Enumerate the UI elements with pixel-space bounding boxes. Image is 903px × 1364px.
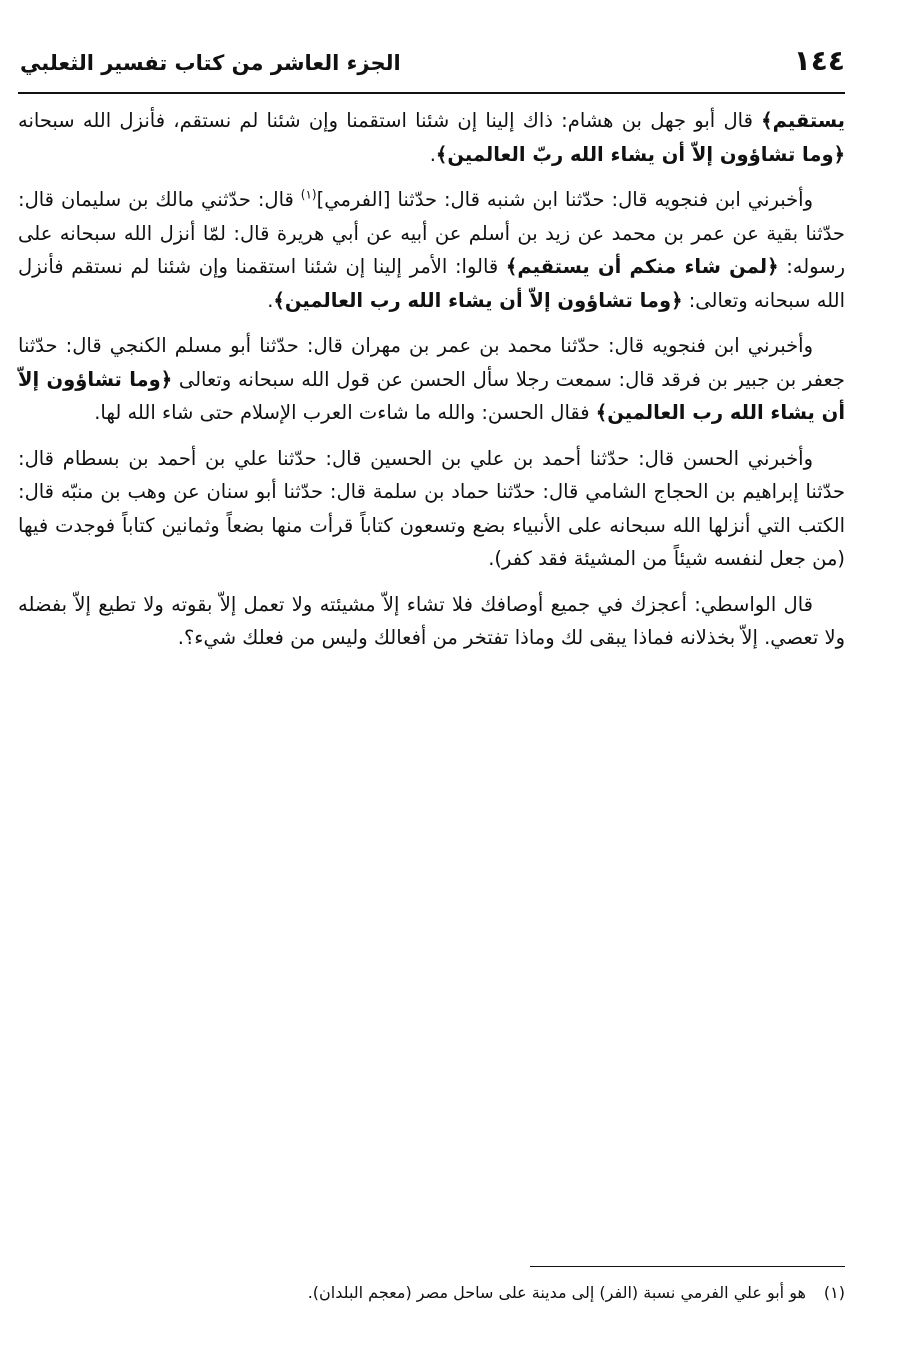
page-header bbox=[20, 44, 845, 84]
text-run: وأخبرني الحسن قال: حدّثنا أحمد بن علي بن الحسين قال: حدّثنا علي بن أحمد بن بسطام قال: حدّثنا إبراهيم بن الحجاج الشامي قال: حدّثنا حماد بن سلمة قال: حدّثنا أبو سنان عن وهب بن منبّه قال: الكتب التي أنزلها الله سبحانه على الأنبياء بضع وتسعون كتاباً قرأت منها بضعاً وثمانين كتاباً فوجدت فيها (من جعل لنفسه شيئاً من المشيئة فقد كفر). bbox=[18, 446, 845, 570]
footnote bbox=[18, 1280, 845, 1306]
header-rule bbox=[18, 92, 845, 94]
text-run: قال أبو جهل بن هشام: ذاك إلينا إن شئنا استقمنا وإن شئنا لم نستقم، فأنزل الله سبحانه bbox=[18, 109, 762, 132]
text-run: وأخبرني ابن فنجويه قال: حدّثنا ابن شنبه قال: حدّثنا [الفرمي] bbox=[316, 188, 814, 211]
footnote-text: هو أبو علي الفرمي نسبة (الفر) إلى مدينة على ساحل مصر (معجم البلدان). bbox=[307, 1283, 806, 1302]
text-run: قالوا: الأمر إلينا إن شئنا استقمنا وإن شئنا لم نستقم فأنزل الله سبحانه وتعالى: bbox=[18, 255, 845, 312]
footnote-rule bbox=[530, 1266, 845, 1267]
paragraph bbox=[18, 588, 845, 655]
quran-quote: يستقيم﴾ bbox=[761, 109, 845, 132]
text-run: قال الواسطي: أعجزك في جميع أوصافك فلا تشاء إلاّ مشيئته ولا تعمل إلاّ بقوته ولا تطيع إلاّ بفضله ولا تعصي. إلاّ بخذلانه فماذا يبقى لك وماذا تفتخر من أفعالك وليس من فعلك شيء؟. bbox=[18, 592, 845, 649]
paragraph bbox=[18, 442, 845, 576]
quran-quote: ﴿وما تشاؤون إلاّ أن يشاء الله رب العالمين﴾ bbox=[18, 367, 845, 424]
quran-quote: ﴿وما تشاؤون إلاّ أن يشاء الله ربّ العالمين﴾ bbox=[435, 142, 845, 166]
paragraph bbox=[18, 329, 845, 430]
running-title: الجزء العاشر من كتاب تفسير الثعلبي bbox=[20, 51, 401, 75]
text-run: فقال الحسن: والله ما شاءت العرب الإسلام حتى شاء الله لها. bbox=[94, 401, 596, 424]
text-run: . bbox=[429, 142, 436, 166]
paragraph bbox=[18, 183, 845, 317]
quran-quote: ﴿لمن شاء منكم أن يستقيم﴾ bbox=[505, 255, 779, 278]
quran-quote: ﴿وما تشاؤون إلاّ أن يشاء الله رب العالمين﴾ bbox=[273, 288, 683, 312]
text-run: . bbox=[267, 288, 274, 312]
footnote-reference: (١) bbox=[300, 187, 317, 202]
main-text bbox=[18, 104, 845, 667]
footnote-mark: (١) bbox=[823, 1283, 845, 1302]
page-number: ١٤٤ bbox=[793, 44, 845, 77]
text-run: قال: حدّثني مالك بن سليمان قال: حدّثنا بقية عن عمر بن محمد عن زيد بن أسلم عن أبيه عن أبي هريرة قال: لمّا أنزل الله سبحانه على رسوله: bbox=[18, 188, 845, 278]
text-run: وأخبرني ابن فنجويه قال: حدّثنا محمد بن عمر بن مهران قال: حدّثنا أبو مسلم الكنجي قال: حدّثنا جعفر بن جبير بن فرقد قال: سمعت رجلا سأل الحسن عن قول الله سبحانه وتعالى bbox=[18, 334, 845, 391]
paragraph bbox=[18, 104, 845, 171]
